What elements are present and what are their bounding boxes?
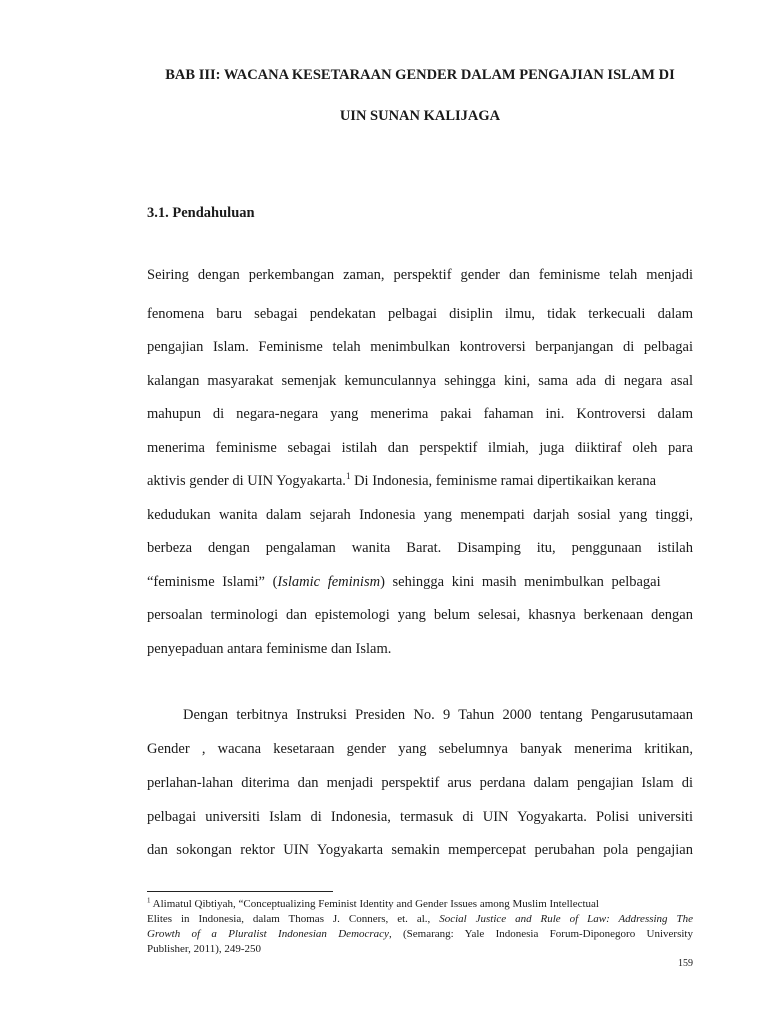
footnote-mark: 1 [147,896,151,905]
paragraph-line: penyepaduan antara feminisme dan Islam. [147,641,392,657]
paragraph-line: pengajian Islam. Feminisme telah menimbulkan kontroversi berpanjangan di pelbagai [147,339,693,355]
line-text: Elites in Indonesia, dalam Thomas J. Conners, et. al., [147,913,440,925]
line-text: Di Indonesia, feminisme ramai dipertikaikan kerana [350,473,657,489]
paragraph-line: kalangan masyarakat semenjak kemunculannya sehingga kini, sama ada di negara asal [147,373,693,389]
section-heading: 3.1. Pendahuluan [147,205,255,221]
italic-title: Growth of a Pluralist Indonesian Democracy [147,928,389,940]
paragraph-line: Dengan terbitnya Instruksi Presiden No. 9 Tahun 2000 tentang Pengarusutamaan [183,707,693,723]
paragraph-line: perlahan-lahan diterima dan menjadi perspektif arus perdana dalam pengajian Islam di [147,775,693,791]
footnote-line: Publisher, 2011), 249-250 [147,943,262,955]
paragraph-line: mahupun di negara-negara yang menerima pakai fahaman ini. Kontroversi dalam [147,406,693,422]
paragraph-line: Seiring dengan perkembangan zaman, perspektif gender dan feminisme telah menjadi [147,267,693,283]
paragraph-line [147,573,693,591]
paragraph-line: kedudukan wanita dalam sejarah Indonesia yang menempati darjah sosial yang tinggi, [147,507,693,523]
footnote-line [147,897,693,911]
paragraph-line: berbeza dengan pengalaman wanita Barat. Disamping itu, penggunaan istilah [147,540,693,556]
paragraph-line: persoalan terminologi dan epistemologi yang belum selesai, khasnya berkenaan dengan [147,607,693,623]
paragraph-line: pelbagai universiti Islam di Indonesia, termasuk di UIN Yogyakarta. Polisi universiti [147,809,693,825]
paragraph-line: dan sokongan rektor UIN Yogyakarta semakin mempercepat perubahan pola pengajian [147,842,693,858]
line-text: Alimatul Qibtiyah, “Conceptualizing Feminist Identity and Gender Issues among Muslim Intellectual [150,898,599,910]
footnote-reference[interactable]: 1 [345,471,351,482]
italic-term: Islamic feminism [277,574,381,590]
page-number: 159 [678,958,693,969]
chapter-title-line-2: UIN SUNAN KALIJAGA [339,108,501,124]
line-text: aktivis gender di UIN Yogyakarta. [147,473,346,489]
line-text: “feminisme Islami” ( [147,574,278,590]
paragraph-line [147,472,693,490]
footnote-divider [147,891,333,892]
paragraph-line: Gender , wacana kesetaraan gender yang sebelumnya banyak menerima kritikan, [147,741,693,757]
line-text: ) sehingga kini masih menimbulkan pelbagai [380,574,661,590]
footnote-line [147,912,693,926]
line-text: , (Semarang: Yale Indonesia Forum-Diponegoro University [388,928,693,940]
italic-title: Social Justice and Rule of Law: Addressing The [439,913,693,925]
paragraph-line: fenomena baru sebagai pendekatan pelbagai disiplin ilmu, tidak terkecuali dalam [147,306,693,322]
paragraph-line: menerima feminisme sebagai istilah dan perspektif ilmiah, juga diiktiraf oleh para [147,440,693,456]
footnote-line [147,927,693,941]
chapter-title-line-1: BAB III: WACANA KESETARAAN GENDER DALAM PENGAJIAN ISLAM DI [165,67,675,83]
